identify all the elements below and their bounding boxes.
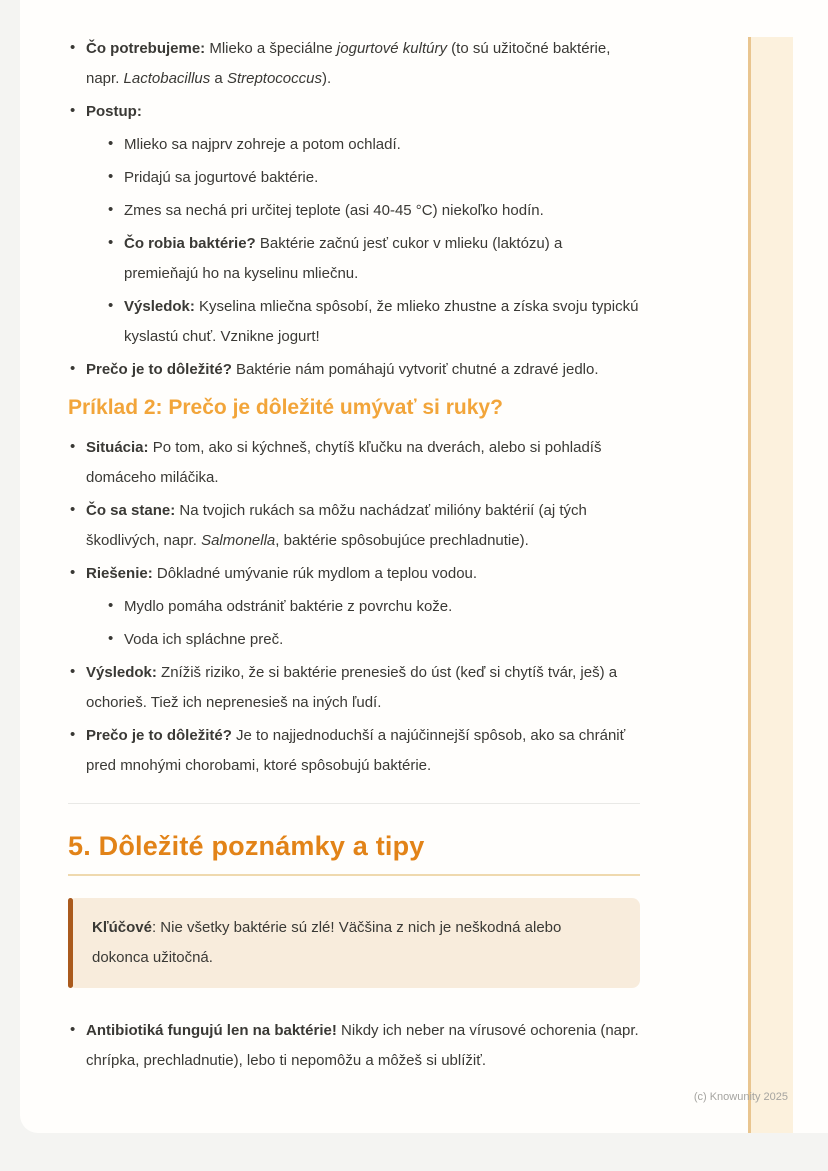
item-italic: Streptococcus (226, 70, 322, 87)
sublist-item (106, 229, 640, 289)
sublist-item (106, 292, 640, 352)
item-lead: Riešenie: (86, 565, 153, 582)
item-text: Mlieko a špeciálne (205, 40, 337, 57)
list-item-situacia (68, 433, 640, 493)
sublist-item (106, 196, 640, 226)
item-text: Je to najjednoduchší a najúčinnejší spôsob, ako sa chrániť pred mnohými chorobami, ktoré spôsobujú baktérie. (86, 727, 626, 774)
item-text: Dôkladné umývanie rúk mydlom a teplou vodou. (152, 565, 478, 582)
section-heading-underline (68, 830, 640, 876)
key-note-callout (68, 898, 640, 988)
item-text: Na tvojich rukách sa môžu nachádzať milióny baktérií (aj tých škodlivých, napr. (86, 502, 587, 549)
sublist-item (106, 592, 640, 622)
item-text: Kyselina mliečna spôsobí, že mlieko zhustne a získa svoju typickú kyslastú chuť. Vznikne jogurt! (124, 298, 639, 345)
riesenie-sublist (106, 592, 640, 655)
item-lead: Čo robia baktérie? (124, 235, 256, 252)
list-item-why-important-1 (68, 355, 640, 385)
list-item-postup (68, 97, 640, 127)
item-text: , baktérie spôsobujúce prechladnutie). (275, 532, 529, 549)
list-item-co-sa-stane (68, 496, 640, 556)
list-item-antibiotika (68, 1016, 640, 1076)
section-heading-priklad-2: Príklad 2: Prečo je dôležité umývať si ruky? (68, 396, 503, 419)
section-divider (68, 803, 640, 804)
item-italic: Lactobacillus (123, 70, 211, 87)
item-lead: Prečo je to dôležité? (86, 361, 232, 378)
item-text: Baktérie nám pomáhajú vytvoriť chutné a zdravé jedlo. (231, 361, 599, 378)
list-item-riesenie (68, 559, 640, 589)
sublist-item (106, 625, 640, 655)
item-text: Baktérie začnú jesť cukor v mlieku (laktózu) a premieňajú ho na kyselinu mliečnu. (124, 235, 563, 282)
list-item-need (68, 34, 640, 94)
item-italic: Salmonella (201, 532, 276, 549)
callout-lead: Kľúčové (92, 919, 152, 936)
item-lead: Čo sa stane: (86, 502, 176, 519)
item-lead: Čo potrebujeme: (86, 40, 206, 57)
item-text: Nikdy ich neber na vírusové ochorenia (napr. chrípka, prechladnutie), lebo ti nepomôžu a môžeš si ublížiť. (86, 1022, 639, 1069)
item-lead: Situácia: (86, 439, 149, 456)
item-lead: Antibiotiká fungujú len na baktérie! (86, 1022, 337, 1039)
callout-text: : Nie všetky baktérie sú zlé! Väčšina z nich je neškodná alebo dokonca užitočná. (92, 919, 562, 966)
item-text: Pridajú sa jogurtové baktérie. (124, 169, 319, 186)
item-text: Zmes sa nechá pri určitej teplote (asi 40-45 °C) niekoľko hodín. (124, 202, 544, 219)
item-text: Znížiš riziko, že si baktérie prenesieš do úst (keď si chytíš tvár, ješ) a ochorieš. Tiež ich neprenesieš na iných ľudí. (86, 664, 618, 711)
item-lead: Postup: (86, 103, 142, 120)
item-text: (to sú užitočné baktérie, napr. (86, 40, 611, 87)
section-heading-5: 5. Dôležité poznámky a tipy (68, 831, 425, 861)
item-lead: Výsledok: (124, 298, 195, 315)
postup-sublist (106, 130, 640, 352)
item-italic: jogurtové kultúry (336, 40, 447, 57)
item-text: Voda ich spláchne preč. (124, 631, 284, 648)
item-text: Mlieko sa najprv zohreje a potom ochladí. (124, 136, 401, 153)
list-item-vysledok (68, 658, 640, 718)
item-lead: Výsledok: (86, 664, 157, 681)
item-text: ). (321, 70, 332, 87)
item-lead: Prečo je to dôležité? (86, 727, 232, 744)
document-content (68, 34, 640, 1079)
sublist-item (106, 130, 640, 160)
copyright-watermark: (c) Knowunity 2025 (693, 1091, 788, 1103)
item-text: a (210, 70, 227, 87)
right-margin-strip (748, 37, 793, 1133)
item-text: Po tom, ako si kýchneš, chytíš kľučku na dverách, alebo si pohladíš domáceho miláčika. (86, 439, 602, 486)
sublist-item (106, 163, 640, 193)
item-text: Mydlo pomáha odstrániť baktérie z povrchu kože. (124, 598, 453, 615)
list-item-why-important-2 (68, 721, 640, 781)
antibiotics-list (68, 1016, 640, 1076)
